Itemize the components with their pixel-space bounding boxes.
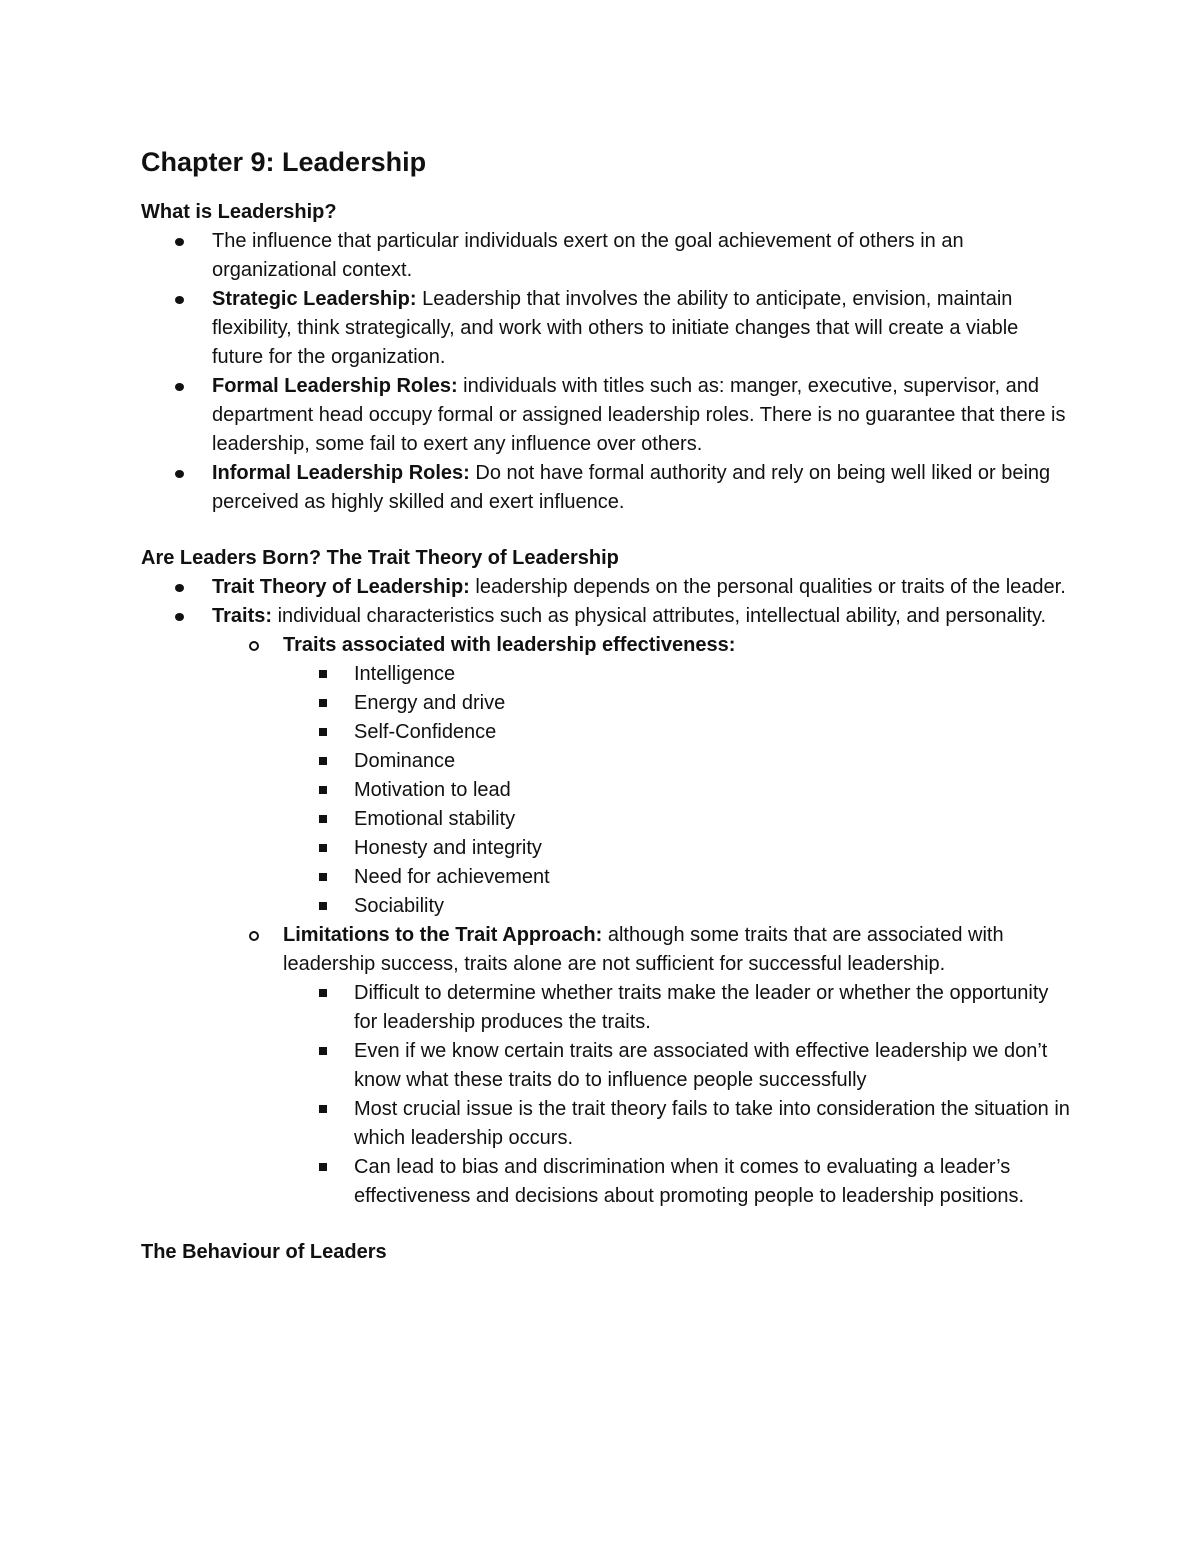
list-item (141, 372, 1071, 459)
limitation-item (283, 1037, 1071, 1095)
trait-item (283, 689, 1071, 718)
square-bullet-icon (319, 786, 327, 794)
trait-text: Honesty and integrity (354, 837, 542, 859)
item-term: Formal Leadership Roles: (212, 375, 458, 397)
filled-circle-bullet-icon (175, 613, 184, 621)
item-text: individuals with titles such as: manger, executive, supervisor, and department head occupy formal or assigned leadership roles. There is no guarantee that there is leadership, some fail to exert any influence over others. (212, 375, 1066, 455)
page-title (141, 144, 1071, 180)
section-heading: Are Leaders Born? The Trait Theory of Leadership (141, 547, 619, 569)
list-item (141, 459, 1071, 517)
limitation-item (283, 1095, 1071, 1153)
item-term: Traits: (212, 605, 273, 627)
limitation-item (283, 1153, 1071, 1211)
square-bullet-icon (319, 844, 327, 852)
trait-item (283, 892, 1071, 921)
filled-circle-bullet-icon (175, 383, 184, 391)
trait-text: Dominance (354, 750, 456, 772)
square-bullet-icon (319, 670, 327, 678)
section-trait-theory (141, 544, 1071, 1211)
item-term: Traits associated with leadership effectiveness: (283, 634, 736, 656)
square-bullet-icon (319, 1163, 327, 1171)
trait-text: Energy and drive (354, 692, 506, 714)
page-title-rest: Leadership (274, 147, 427, 177)
item-term: Trait Theory of Leadership: (212, 576, 470, 598)
filled-circle-bullet-icon (175, 238, 184, 246)
section-heading: What is Leadership? (141, 201, 337, 223)
section-behaviour-of-leaders (141, 1238, 1071, 1267)
bullet-list (141, 227, 1071, 517)
list-item (141, 285, 1071, 372)
square-bullet-icon (319, 873, 327, 881)
item-text: leadership depends on the personal qualities or traits of the leader. (469, 576, 1066, 598)
filled-circle-bullet-icon (175, 584, 184, 592)
limitation-text: Even if we know certain traits are associated with effective leadership we don’t know what these traits do to influence people successfully (354, 1040, 1048, 1091)
limitation-list (283, 979, 1071, 1211)
square-bullet-icon (319, 699, 327, 707)
trait-text: Sociability (354, 895, 445, 917)
trait-text: Self-Confidence (354, 721, 497, 743)
list-item (141, 227, 1071, 285)
bullet-list (141, 573, 1071, 1211)
square-bullet-icon (319, 728, 327, 736)
trait-text: Intelligence (354, 663, 456, 685)
trait-list (283, 660, 1071, 921)
trait-item (283, 834, 1071, 863)
sub-list-item (212, 921, 1071, 1211)
filled-circle-bullet-icon (175, 470, 184, 478)
item-term: Strategic Leadership: (212, 288, 417, 310)
square-bullet-icon (319, 902, 327, 910)
item-term: Informal Leadership Roles: (212, 462, 470, 484)
trait-item (283, 747, 1071, 776)
limitation-text: Difficult to determine whether traits make the leader or whether the opportunity for leadership produces the traits. (354, 982, 1049, 1033)
document-body (141, 144, 1071, 1267)
hollow-circle-bullet-icon (249, 931, 259, 941)
trait-text: Emotional stability (354, 808, 516, 830)
limitation-text: Can lead to bias and discrimination when it comes to evaluating a leader’s effectiveness and decisions about promoting people to leadership positions. (354, 1156, 1025, 1207)
item-text: individual characteristics such as physical attributes, intellectual ability, and personality. (272, 605, 1047, 627)
trait-text: Motivation to lead (354, 779, 511, 801)
item-text: The influence that particular individuals exert on the goal achievement of others in an organizational context. (212, 230, 964, 281)
hollow-circle-bullet-icon (249, 641, 259, 651)
filled-circle-bullet-icon (175, 296, 184, 304)
sub-bullet-list (212, 631, 1071, 1211)
square-bullet-icon (319, 815, 327, 823)
section-what-is-leadership (141, 198, 1071, 517)
square-bullet-icon (319, 989, 327, 997)
section-heading: The Behaviour of Leaders (141, 1241, 387, 1263)
item-text: Leadership that involves the ability to anticipate, envision, maintain flexibility, think strategically, and work with others to initiate changes that will create a viable future for the organization. (212, 288, 1019, 368)
trait-item (283, 863, 1071, 892)
square-bullet-icon (319, 1047, 327, 1055)
trait-item (283, 660, 1071, 689)
page-title-lead: Chapter 9: (141, 147, 275, 177)
sub-list-item (212, 631, 1071, 921)
trait-item (283, 776, 1071, 805)
item-term: Limitations to the Trait Approach: (283, 924, 603, 946)
square-bullet-icon (319, 757, 327, 765)
limitation-text: Most crucial issue is the trait theory fails to take into consideration the situation in which leadership occurs. (354, 1098, 1070, 1149)
square-bullet-icon (319, 1105, 327, 1113)
list-item (141, 573, 1071, 602)
item-text: Do not have formal authority and rely on being well liked or being perceived as highly skilled and exert influence. (212, 462, 1051, 513)
limitation-item (283, 979, 1071, 1037)
trait-item (283, 805, 1071, 834)
item-text: although some traits that are associated with leadership success, traits alone are not sufficient for successful leadership. (283, 924, 1004, 975)
list-item (141, 602, 1071, 1211)
trait-item (283, 718, 1071, 747)
trait-text: Need for achievement (354, 866, 550, 888)
